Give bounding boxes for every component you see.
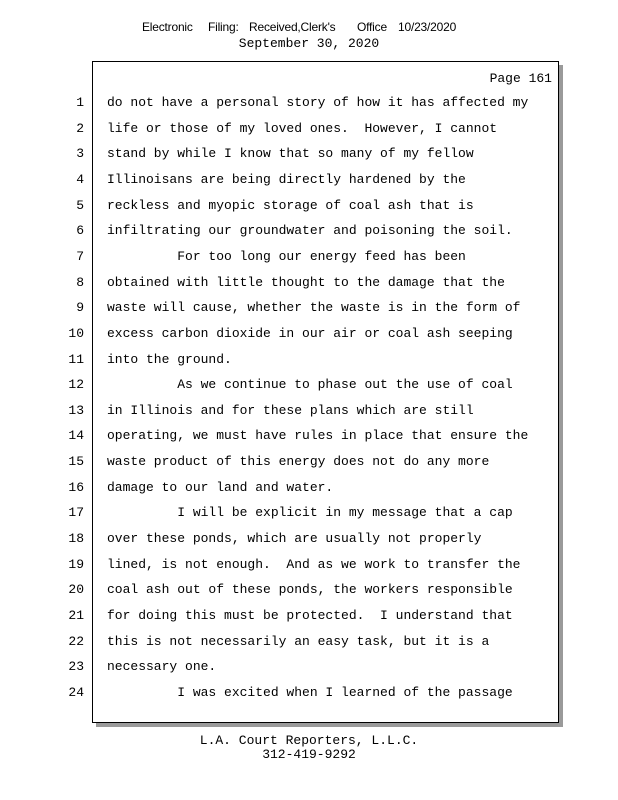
line-number: 6 bbox=[76, 223, 84, 239]
line-text: waste will cause, whether the waste is in the form of bbox=[107, 300, 521, 316]
line-number: 12 bbox=[68, 377, 84, 393]
line-number: 3 bbox=[76, 146, 84, 162]
hearing-date: September 30, 2020 bbox=[238, 36, 380, 51]
transcript-line bbox=[0, 555, 618, 575]
transcript-line bbox=[0, 503, 618, 523]
line-number: 15 bbox=[68, 454, 84, 470]
transcript-line bbox=[0, 632, 618, 652]
line-number: 18 bbox=[68, 531, 84, 547]
transcript-line bbox=[0, 580, 618, 600]
transcript-line bbox=[0, 478, 618, 498]
transcript-line bbox=[0, 273, 618, 293]
line-number: 13 bbox=[68, 402, 84, 418]
transcript-line bbox=[0, 375, 618, 395]
line-text: reckless and myopic storage of coal ash that is bbox=[107, 197, 474, 213]
stamp-date: 10/23/2020 bbox=[398, 20, 457, 34]
line-text: waste product of this energy does not do any more bbox=[107, 454, 490, 470]
transcript-line bbox=[0, 247, 618, 267]
transcript-line bbox=[0, 401, 618, 421]
transcript-line bbox=[0, 452, 618, 472]
line-text: life or those of my loved ones. However, I cannot bbox=[107, 120, 498, 136]
line-number: 7 bbox=[76, 248, 84, 264]
line-number: 10 bbox=[68, 325, 84, 341]
line-text: into the ground. bbox=[107, 351, 232, 367]
transcript-line bbox=[0, 657, 618, 677]
line-text: over these ponds, which are usually not properly bbox=[107, 531, 482, 547]
line-text: excess carbon dioxide in our air or coal ash seeping bbox=[107, 325, 513, 341]
transcript-line bbox=[0, 144, 618, 164]
footer-company: L.A. Court Reporters, L.L.C. bbox=[199, 733, 419, 748]
stamp-electronic: Electronic bbox=[142, 20, 193, 34]
line-number: 24 bbox=[68, 684, 84, 700]
line-text: lined, is not enough. And as we work to transfer the bbox=[107, 556, 521, 572]
stamp-received: Received,Clerk's bbox=[249, 20, 336, 34]
transcript-line bbox=[0, 426, 618, 446]
line-number: 5 bbox=[76, 197, 84, 213]
line-text: Illinoisans are being directly hardened by the bbox=[107, 171, 466, 187]
line-number: 16 bbox=[68, 479, 84, 495]
line-text: in Illinois and for these plans which are still bbox=[107, 402, 474, 418]
footer-phone: 312-419-9292 bbox=[262, 747, 356, 762]
transcript-line bbox=[0, 170, 618, 190]
line-number: 23 bbox=[68, 659, 84, 675]
line-number: 11 bbox=[68, 351, 84, 367]
line-text: stand by while I know that so many of my fellow bbox=[107, 146, 474, 162]
line-text: this is not necessarily an easy task, but it is a bbox=[107, 633, 490, 649]
transcript-line bbox=[0, 683, 618, 703]
line-text: for doing this must be protected. I understand that bbox=[107, 608, 513, 623]
line-text: necessary one. bbox=[107, 659, 217, 675]
transcript-line bbox=[0, 93, 618, 113]
line-number: 20 bbox=[68, 582, 84, 598]
line-number: 19 bbox=[68, 556, 84, 572]
line-text: coal ash out of these ponds, the workers responsible bbox=[107, 582, 513, 598]
line-number: 22 bbox=[68, 633, 84, 649]
transcript-line bbox=[0, 606, 618, 626]
line-text: infiltrating our groundwater and poisoning the soil. bbox=[107, 223, 513, 239]
line-text: do not have a personal story of how it has affected my bbox=[107, 95, 529, 110]
transcript-line bbox=[0, 196, 618, 216]
transcript-line bbox=[0, 324, 618, 344]
line-text: For too long our energy feed has been bbox=[107, 248, 466, 264]
transcript-line bbox=[0, 350, 618, 370]
page-number: Page 161 bbox=[489, 71, 552, 86]
line-text: I was excited when I learned of the passage bbox=[107, 684, 513, 700]
line-number: 9 bbox=[76, 300, 84, 316]
line-number: 17 bbox=[68, 505, 84, 521]
line-number: 2 bbox=[76, 120, 84, 136]
line-number: 1 bbox=[76, 95, 84, 110]
line-number: 21 bbox=[68, 608, 84, 623]
line-text: As we continue to phase out the use of coal bbox=[107, 377, 513, 393]
line-text: obtained with little thought to the damage that the bbox=[107, 274, 505, 290]
line-number: 4 bbox=[76, 171, 84, 187]
transcript-line bbox=[0, 119, 618, 139]
transcript-line bbox=[0, 221, 618, 241]
transcript-line bbox=[0, 529, 618, 549]
line-text: damage to our land and water. bbox=[107, 479, 334, 495]
line-number: 8 bbox=[76, 274, 84, 290]
line-text: operating, we must have rules in place that ensure the bbox=[107, 428, 529, 444]
line-number: 14 bbox=[68, 428, 84, 444]
transcript-line bbox=[0, 298, 618, 318]
line-text: I will be explicit in my message that a cap bbox=[107, 505, 513, 521]
stamp-filing: Filing: bbox=[208, 20, 239, 34]
stamp-office: Office bbox=[357, 20, 387, 34]
